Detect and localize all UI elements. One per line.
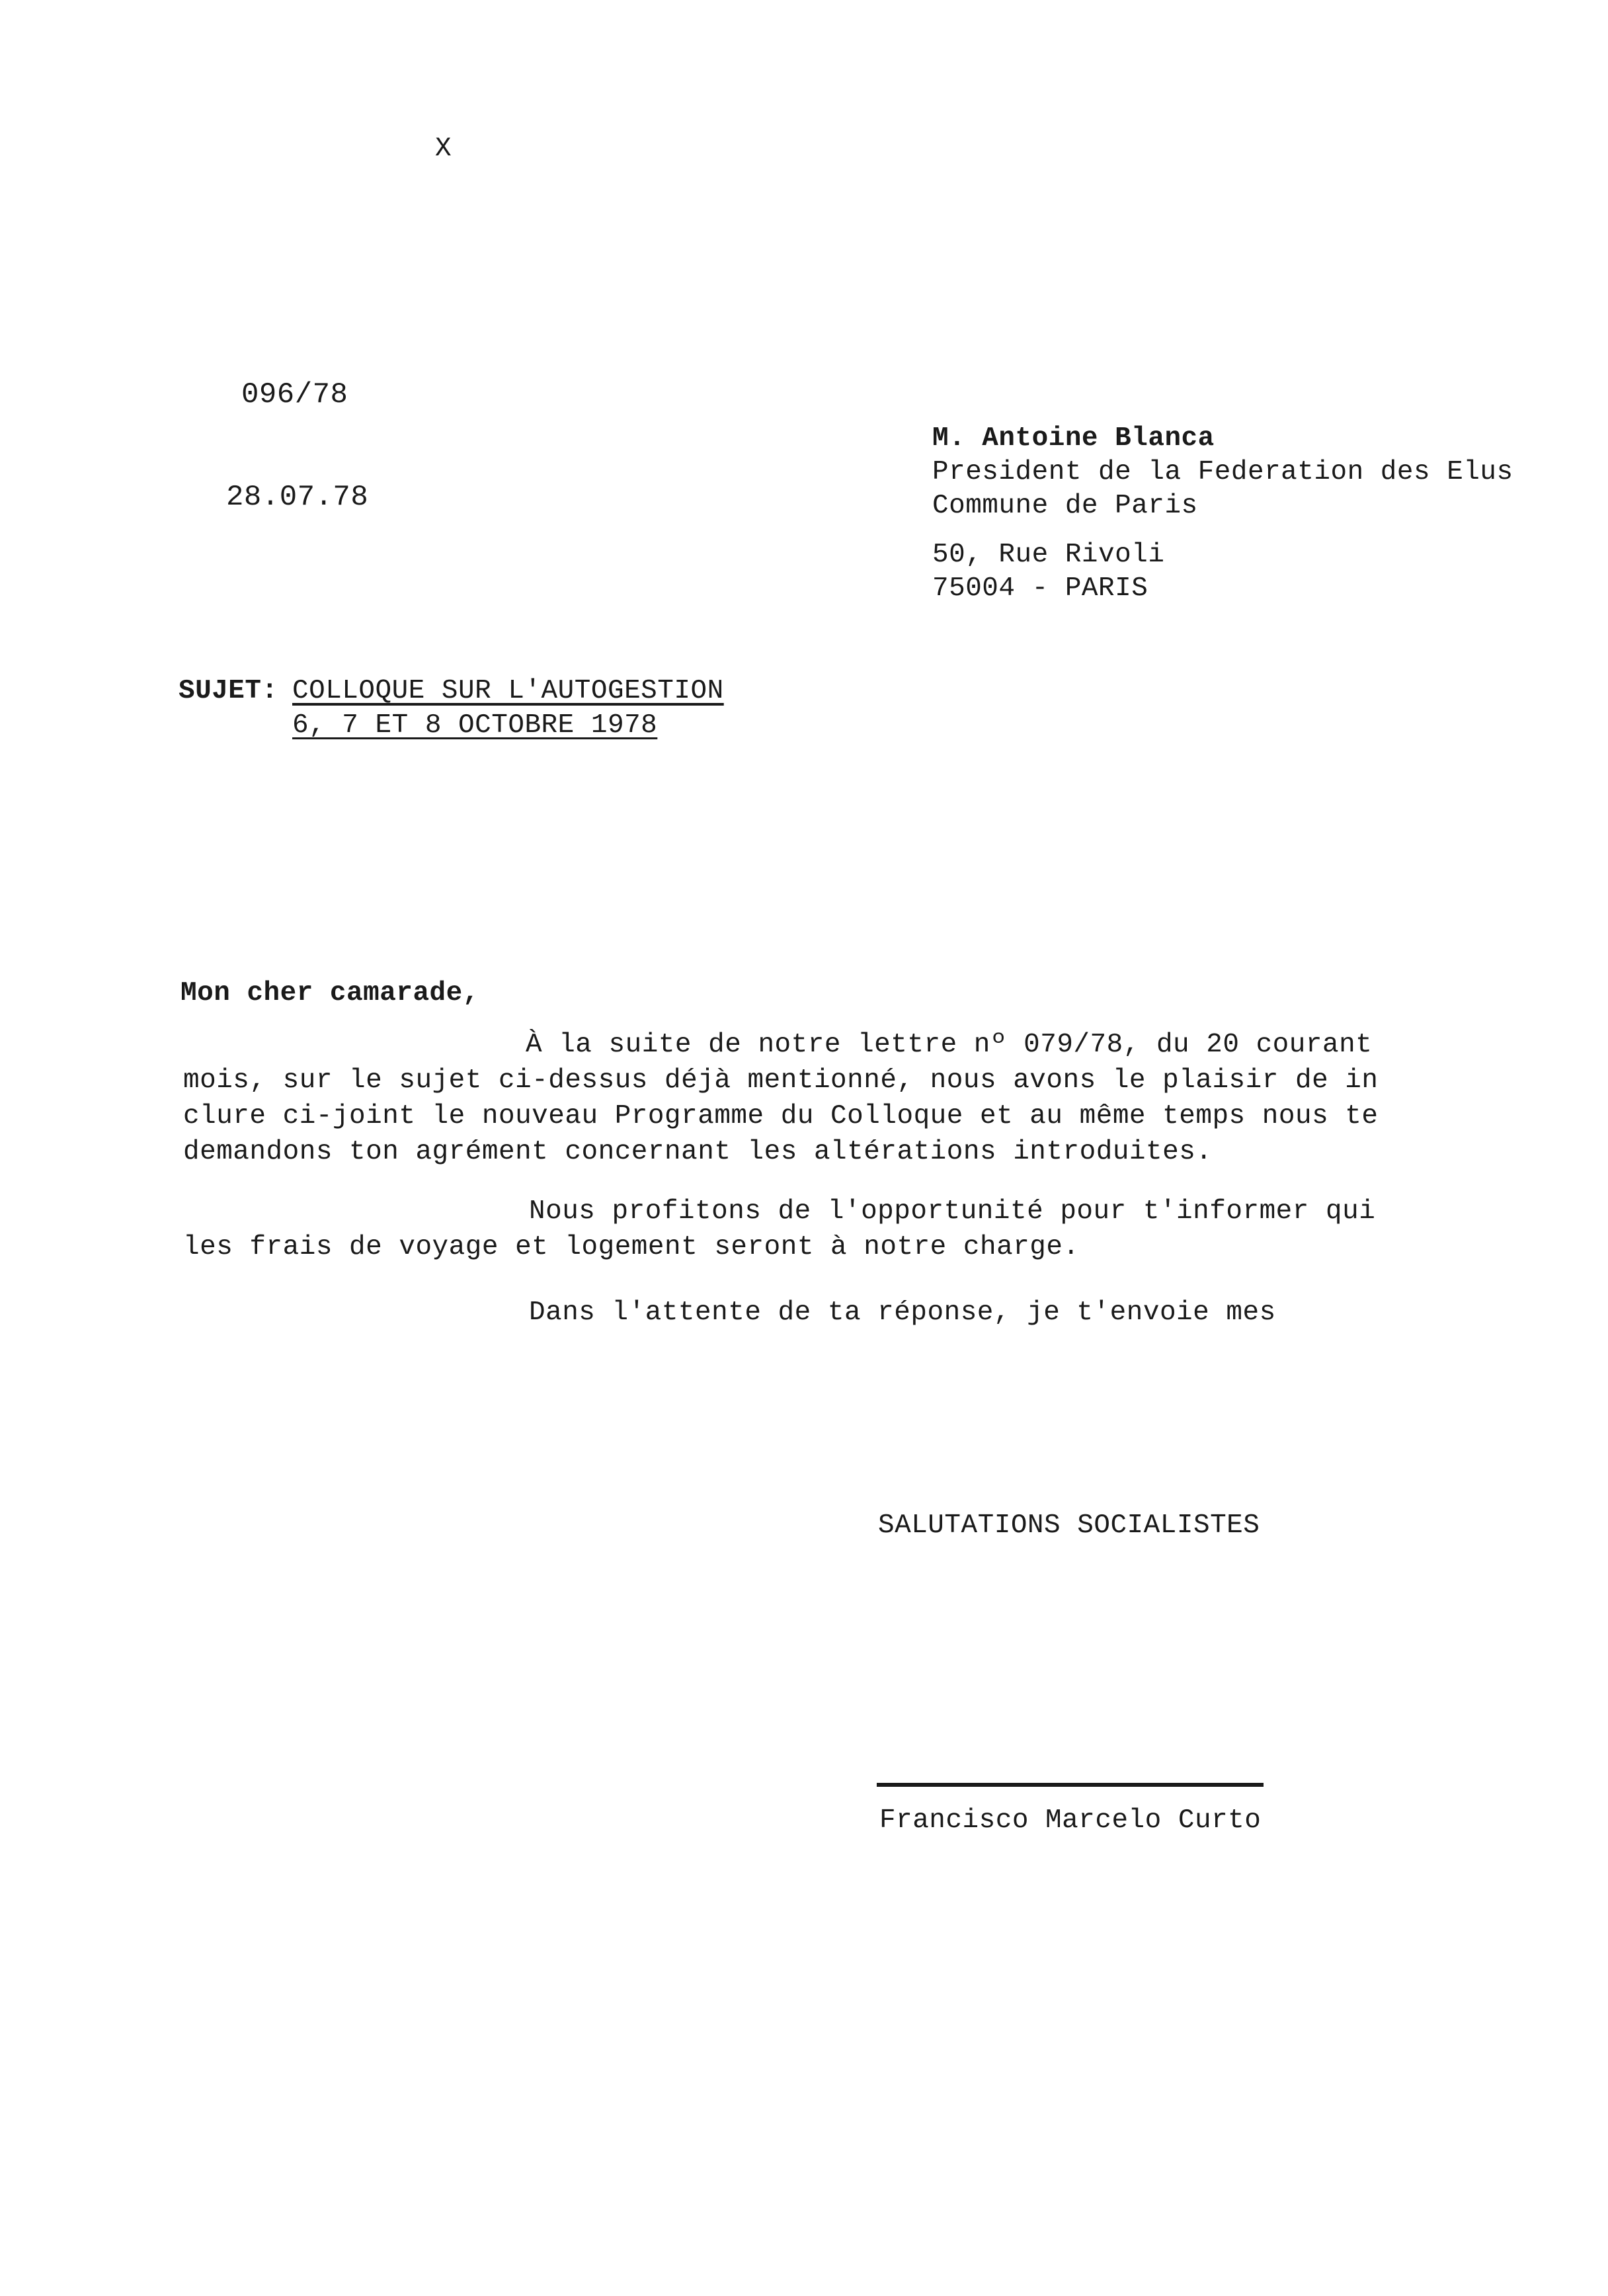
paragraph-line: Dans l'attente de ta réponse, je t'envoie mes <box>529 1297 1276 1328</box>
signature-line <box>877 1783 1264 1787</box>
salutation: Mon cher camarade, <box>181 978 479 1008</box>
paragraph-line: À la suite de notre lettre nº 079/78, du 20 courant <box>526 1030 1373 1060</box>
recipient-street: 50, Rue Rivoli <box>932 540 1165 570</box>
paragraph-line: demandons ton agrément concernant les altérations introduites. <box>183 1137 1213 1167</box>
subject-label: SUJET: <box>179 676 278 706</box>
mark-x: X <box>435 134 452 164</box>
paragraph-line: Nous profitons de l'opportunité pour t'informer qui <box>529 1196 1376 1227</box>
subject-dates: 6, 7 ET 8 OCTOBRE 1978 <box>292 710 658 741</box>
paragraph-line: mois, sur le sujet ci-dessus déjà mentionné, nous avons le plaisir de in <box>183 1065 1379 1096</box>
paragraph-line: les frais de voyage et logement seront à notre charge. <box>183 1232 1080 1262</box>
closing: SALUTATIONS SOCIALISTES <box>878 1510 1260 1541</box>
paragraph-line: clure ci-joint le nouveau Programme du Colloque et au même temps nous te <box>183 1101 1379 1131</box>
reference-date: 28.07.78 <box>226 481 369 514</box>
reference-number: 096/78 <box>241 378 348 411</box>
signer-name: Francisco Marcelo Curto <box>879 1805 1262 1836</box>
recipient-name: M. Antoine Blanca <box>932 423 1215 454</box>
recipient-city: 75004 - PARIS <box>932 573 1148 604</box>
recipient-title: President de la Federation des Elus <box>932 457 1513 487</box>
subject-title: COLLOQUE SUR L'AUTOGESTION <box>292 676 724 706</box>
recipient-organization: Commune de Paris <box>932 491 1198 521</box>
